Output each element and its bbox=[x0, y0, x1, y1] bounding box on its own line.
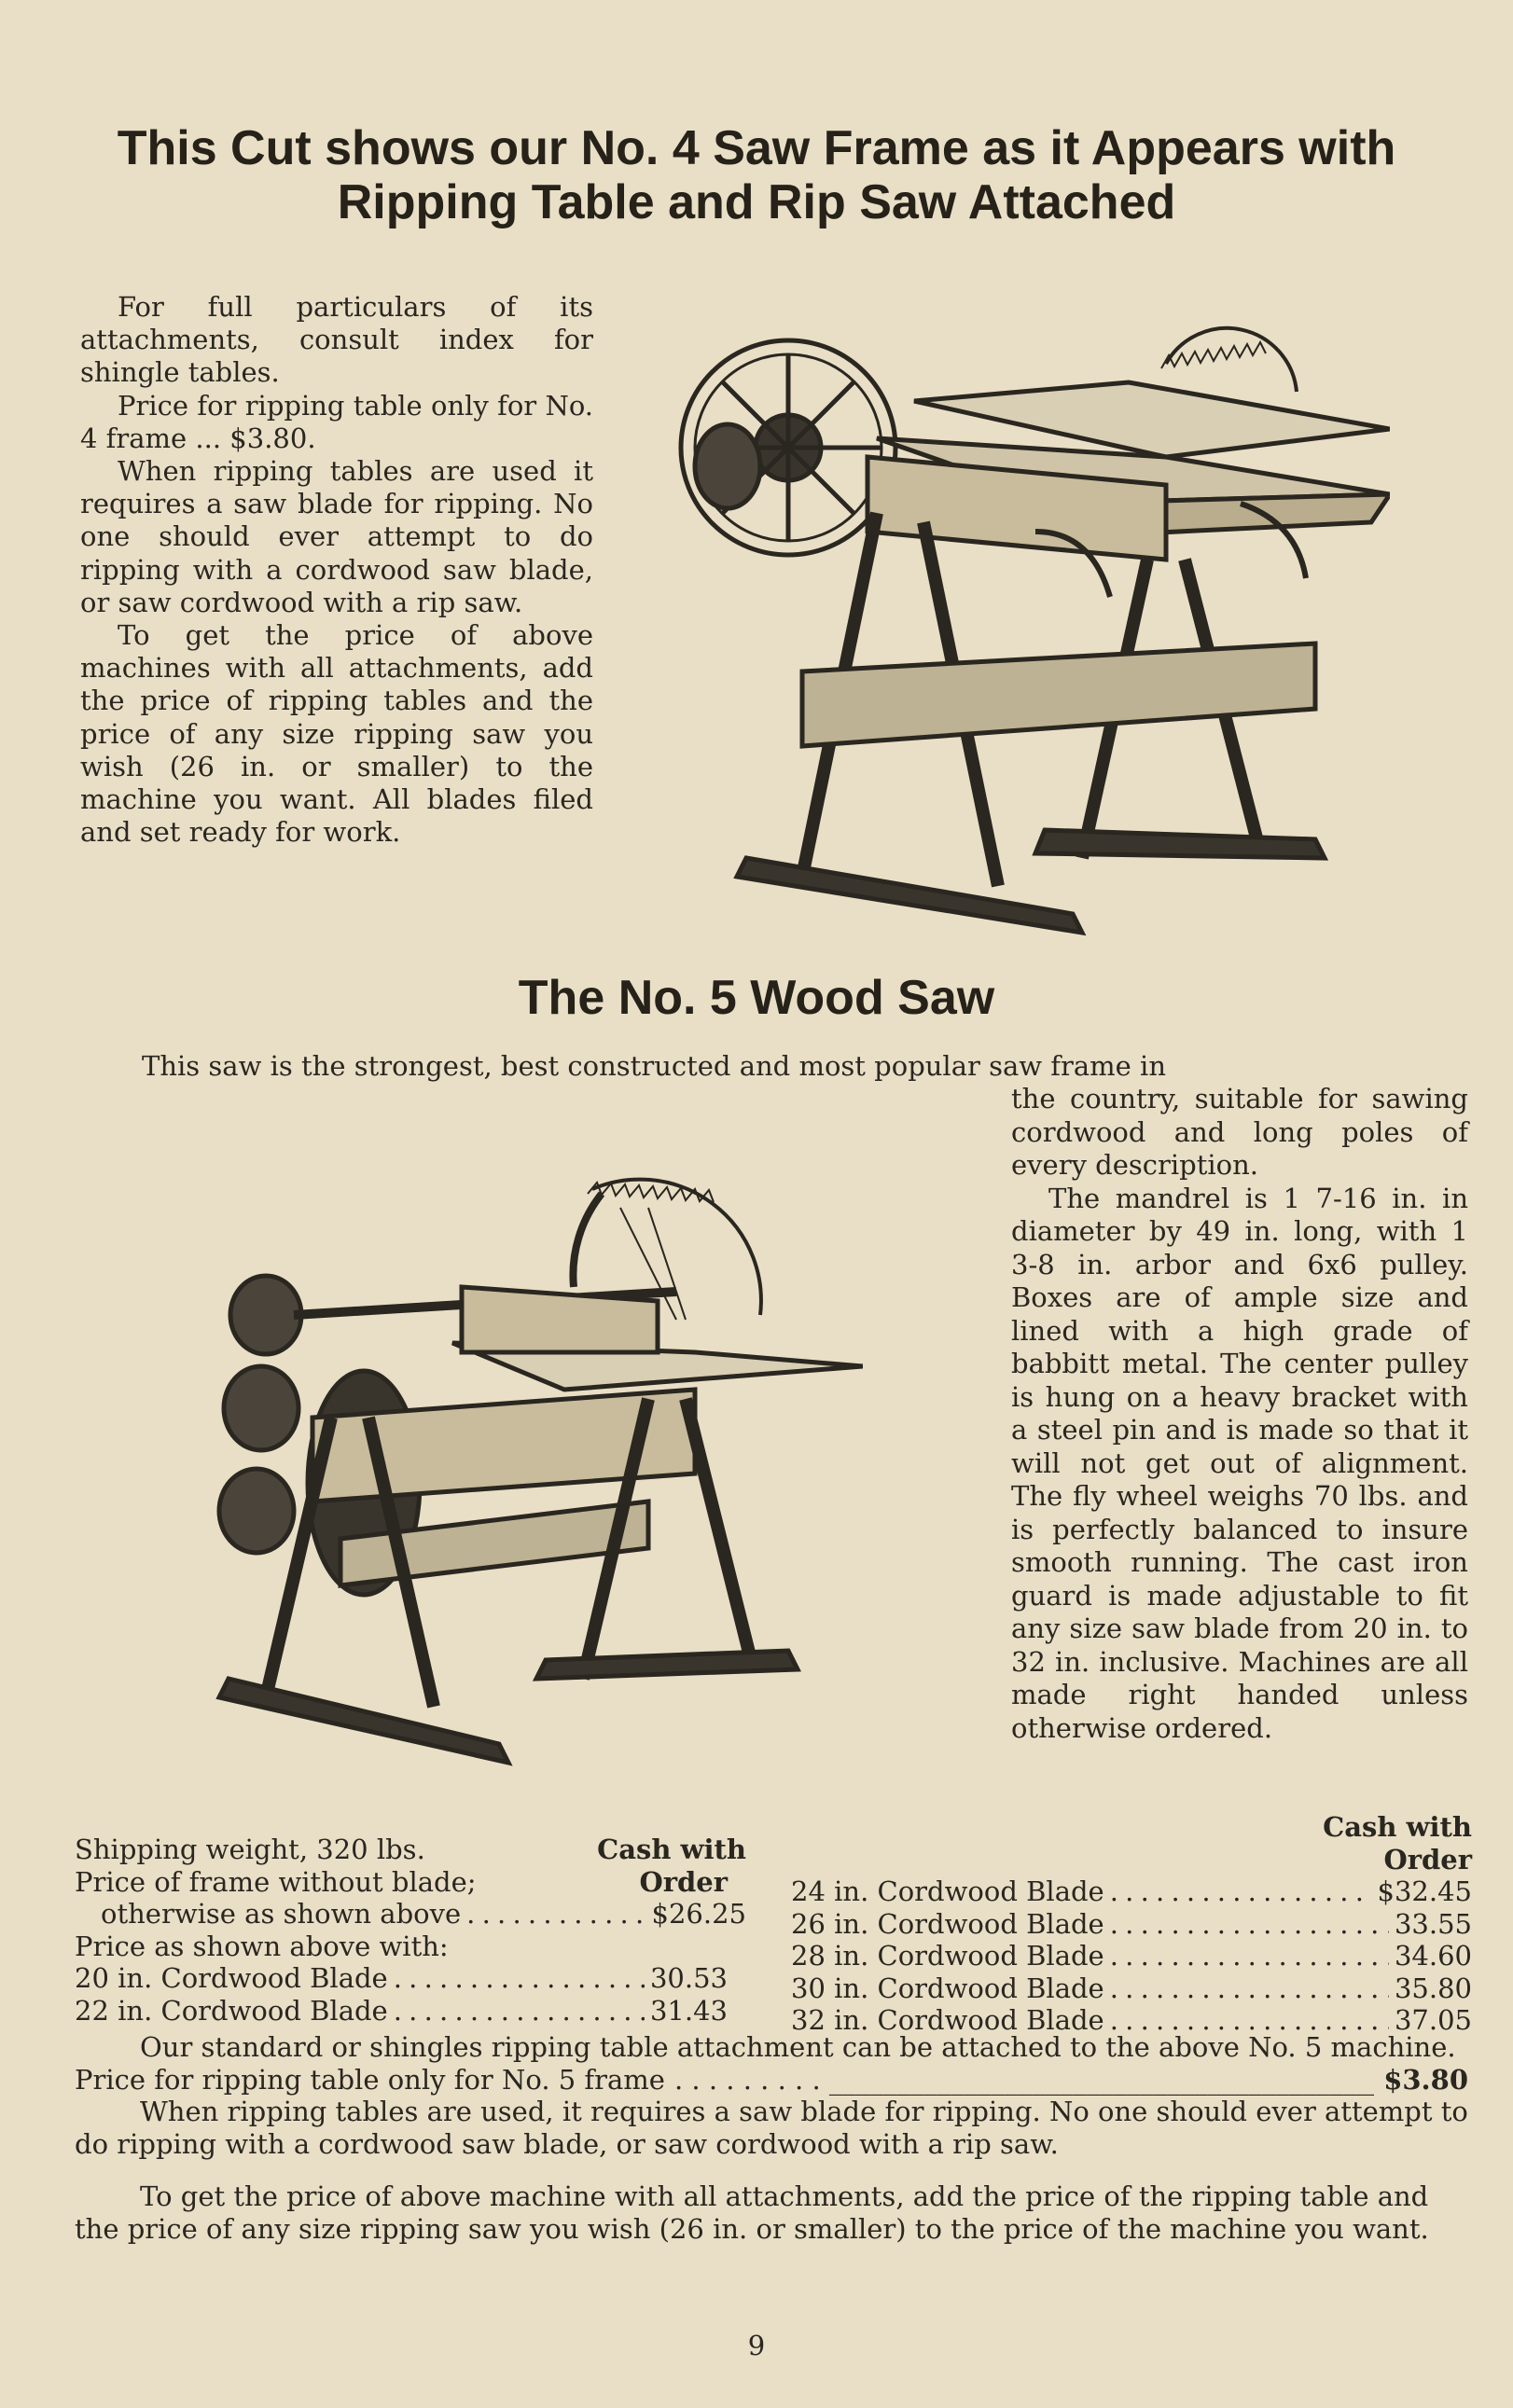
price-row-value: 30.53 bbox=[649, 1962, 728, 1994]
no5-saw-illustration bbox=[210, 1138, 863, 1772]
heading-line-1: This Cut shows our No. 4 Saw Frame as it Appears with bbox=[117, 121, 1396, 175]
heading-line-2: Ripping Table and Rip Saw Attached bbox=[337, 175, 1176, 229]
cash-with-header-left: Cash with bbox=[597, 1834, 746, 1865]
frame-price-label-2: otherwise as shown above bbox=[101, 1898, 462, 1930]
no5-title: The No. 5 Wood Saw bbox=[518, 971, 995, 1025]
shown-with-label: Price as shown above with: bbox=[75, 1930, 449, 1962]
price-row-value: 35.80 bbox=[1394, 1972, 1472, 2004]
no5-description bbox=[1011, 1083, 1468, 1745]
price-row bbox=[75, 1962, 746, 1995]
no5-intro: This saw is the strongest, best constructed and most popular saw frame in bbox=[142, 1050, 1167, 1082]
price-row bbox=[791, 1940, 1472, 1972]
page-number: 9 bbox=[747, 2330, 766, 2361]
no4-description bbox=[80, 291, 593, 849]
ripping-table-price-row bbox=[75, 2064, 1468, 2097]
attachments-price-note: To get the price of above machine with all attachments, add the price of the ripping table and the price of any size ripping saw you wish (26 in. or smaller) to the price of the machine you want. bbox=[75, 2180, 1429, 2245]
price-list-left bbox=[75, 1834, 746, 2027]
ripping-warning: When ripping tables are used, it requires a saw blade for ripping. No one should ever attempt to do ripping with a cordwood saw blade, or saw cordwood with a rip saw. bbox=[75, 2096, 1468, 2160]
price-row-label: 28 in. Cordwood Blade bbox=[791, 1940, 1104, 1972]
price-row-label: 22 in. Cordwood Blade bbox=[75, 1994, 388, 2027]
no4-saw-drawing bbox=[644, 280, 1390, 951]
ripping-table-price-label: Price for ripping table only for No. 5 frame bbox=[75, 2063, 665, 2096]
price-row-label: 20 in. Cordwood Blade bbox=[75, 1962, 388, 1994]
no4-saw-illustration bbox=[644, 280, 1390, 951]
no4-paragraph-1: For full particulars of its attachments, consult index for shingle tables. bbox=[80, 291, 593, 389]
price-row bbox=[791, 1875, 1472, 1908]
price-row-value: 31.43 bbox=[649, 1994, 728, 2027]
price-row bbox=[75, 1995, 746, 2027]
no5-paragraph-2: The mandrel is 1 7-16 in. in diameter by 49 in. long, with 1 3-8 in. arbor and 6x6 pulley. Boxes are of ample size and lined with a high grade of babbitt metal. The center pulley is hung on a heavy bracket with a steel pin and is made so that it will not get out of alignment. The fly wheel weighs 70 lbs. and is perfectly balanced to insure smooth running. The cast iron guard is made adjustable to fit any size saw blade from 20 in. to 32 in. inclusive. Machines are all made right handed unless otherwise ordered. bbox=[1011, 1182, 1468, 1744]
price-row-value: $32.45 bbox=[1377, 1875, 1472, 1907]
page-heading bbox=[56, 121, 1457, 229]
price-row-label: 30 in. Cordwood Blade bbox=[791, 1972, 1104, 2004]
order-header-right: Order bbox=[1383, 1843, 1472, 1875]
no4-paragraph-2: Price for ripping table only for No. 4 frame ... $3.80. bbox=[80, 389, 593, 454]
price-list-right bbox=[791, 1811, 1472, 2037]
price-row-value: 37.05 bbox=[1394, 2004, 1472, 2036]
attachment-note: Our standard or shingles ripping table attachment can be attached to the above No. 5 machine. bbox=[140, 2031, 1456, 2063]
order-header-left: Order bbox=[639, 1865, 728, 1898]
ripping-table-price: $3.80 bbox=[1383, 2063, 1468, 2096]
no4-paragraph-4: To get the price of above machines with all attachments, add the price of ripping tables and the price of any size ripping saw you wish (26 in. or smaller) to the machine you want. All blades filed and set ready for work. bbox=[80, 619, 593, 849]
price-row-label: 32 in. Cordwood Blade bbox=[791, 2004, 1104, 2036]
no4-paragraph-3: When ripping tables are used it requires a saw blade for ripping. No one should ever attempt to do ripping with a cordwood saw blade, or saw cordwood with a rip saw. bbox=[80, 455, 593, 618]
cash-with-header-right: Cash with bbox=[1323, 1811, 1472, 1843]
price-row bbox=[791, 1972, 1472, 2005]
shipping-weight: Shipping weight, 320 lbs. bbox=[75, 1834, 425, 1865]
no5-paragraph-1: the country, suitable for sawing cordwood and long poles of every description. bbox=[1011, 1083, 1468, 1181]
bottom-notes bbox=[75, 2031, 1468, 2245]
price-row-value: 34.60 bbox=[1394, 1940, 1472, 1972]
price-row bbox=[791, 1908, 1472, 1941]
frame-price: $26.25 bbox=[651, 1898, 746, 1930]
price-row-label: 24 in. Cordwood Blade bbox=[791, 1875, 1104, 1907]
price-row-label: 26 in. Cordwood Blade bbox=[791, 1907, 1104, 1940]
no5-saw-drawing bbox=[210, 1138, 863, 1772]
frame-price-label-1: Price of frame without blade; bbox=[75, 1865, 477, 1898]
price-row-value: 33.55 bbox=[1394, 1907, 1472, 1940]
